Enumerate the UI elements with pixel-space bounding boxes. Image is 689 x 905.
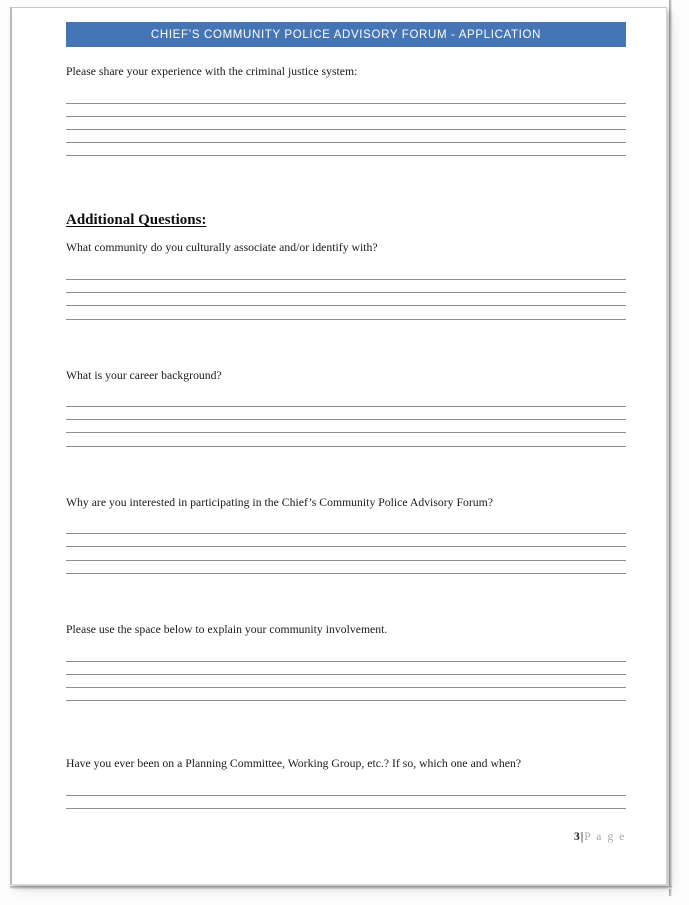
answer-line[interactable] — [66, 432, 626, 433]
answer-line[interactable] — [66, 661, 626, 662]
footer-page-number: 3 — [573, 831, 580, 843]
answer-line[interactable] — [66, 406, 626, 407]
answer-line[interactable] — [66, 573, 626, 574]
answer-line[interactable] — [66, 533, 626, 534]
question-prompt-planning-committee-history: Have you ever been on a Planning Committee, Working Group, etc.? If so, which one and when? — [66, 757, 522, 770]
page-sheet — [10, 7, 667, 885]
answer-line[interactable] — [66, 319, 626, 320]
answer-line[interactable] — [66, 142, 626, 143]
answer-line[interactable] — [66, 446, 626, 447]
answer-line[interactable] — [66, 129, 626, 130]
answer-line[interactable] — [66, 279, 626, 280]
footer-separator: | — [580, 831, 584, 843]
document-title-banner — [66, 22, 626, 47]
question-prompt-career-background: What is your career background? — [66, 369, 222, 382]
answer-line[interactable] — [66, 546, 626, 547]
answer-line[interactable] — [66, 305, 626, 306]
footer-page-label: P a g e — [584, 831, 626, 843]
question-prompt-criminal-justice-experience: Please share your experience with the criminal justice system: — [66, 65, 358, 78]
scan-edge-bottom — [10, 886, 672, 889]
answer-line[interactable] — [66, 155, 626, 156]
answer-line[interactable] — [66, 700, 626, 701]
question-prompt-community-involvement: Please use the space below to explain your community involvement. — [66, 623, 388, 636]
answer-line[interactable] — [66, 103, 626, 104]
answer-line[interactable] — [66, 795, 626, 796]
page-content — [12, 8, 669, 886]
question-prompt-interest-in-forum: Why are you interested in participating in the Chief’s Community Police Advisory Forum? — [66, 496, 493, 509]
answer-line[interactable] — [66, 674, 626, 675]
answer-line[interactable] — [66, 560, 626, 561]
question-prompt-cultural-community: What community do you culturally associate and/or identify with? — [66, 241, 378, 254]
scan-edge-right — [669, 0, 672, 896]
answer-line[interactable] — [66, 419, 626, 420]
answer-line[interactable] — [66, 808, 626, 809]
answer-line[interactable] — [66, 116, 626, 117]
document-title-text: CHIEF’S COMMUNITY POLICE ADVISORY FORUM - APPLICATION — [150, 28, 542, 41]
answer-line[interactable] — [66, 687, 626, 688]
section-heading-additional-questions: Additional Questions: — [66, 212, 207, 228]
answer-line[interactable] — [66, 292, 626, 293]
page-footer — [12, 831, 626, 843]
